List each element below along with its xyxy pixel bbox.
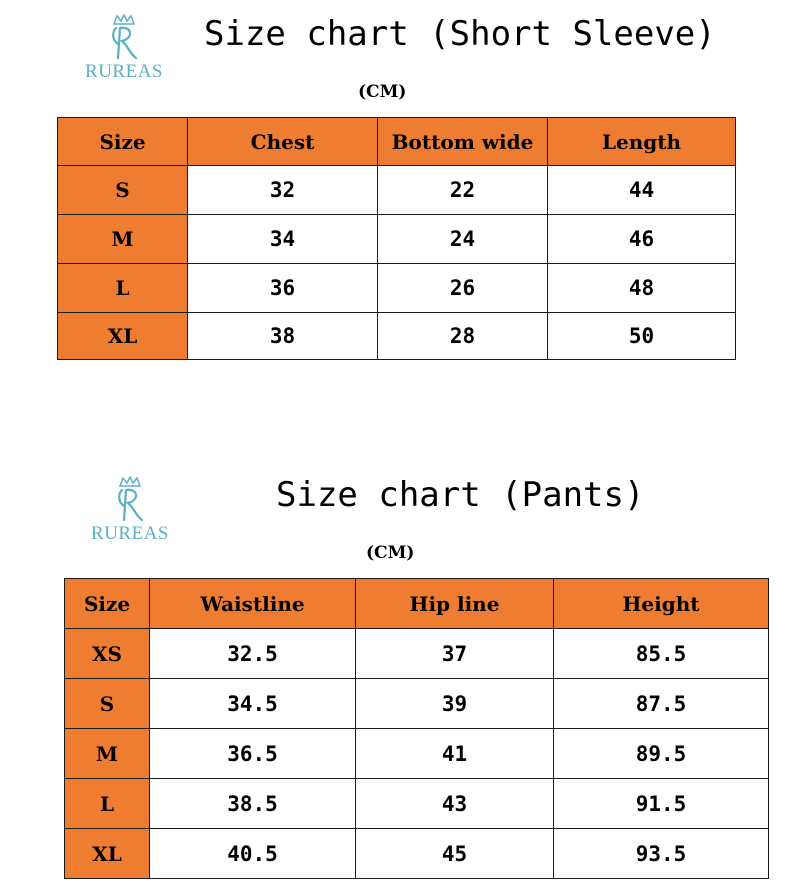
table-row xyxy=(58,313,736,360)
table-row xyxy=(58,166,736,215)
column-header: Bottom wide xyxy=(378,118,548,166)
table-cell: 45 xyxy=(356,829,554,879)
table-cell: 36 xyxy=(188,264,378,313)
table-cell: 36.5 xyxy=(150,729,356,779)
table-cell: 34.5 xyxy=(150,679,356,729)
column-header: Chest xyxy=(188,118,378,166)
table-row xyxy=(65,779,769,829)
shirt-size-table xyxy=(57,117,736,360)
table-cell: 38.5 xyxy=(150,779,356,829)
table-cell: 85.5 xyxy=(554,629,769,679)
crown-monogram-icon xyxy=(108,476,152,524)
table-row xyxy=(65,829,769,879)
table-cell: 24 xyxy=(378,215,548,264)
column-header: Size xyxy=(65,579,150,629)
pants-table-header xyxy=(65,579,769,629)
brand-logo-text: RUREAS xyxy=(85,61,163,82)
table-cell: 87.5 xyxy=(554,679,769,729)
table-cell: 91.5 xyxy=(554,779,769,829)
brand-logo xyxy=(74,14,174,82)
table-cell: 26 xyxy=(378,264,548,313)
size-label: M xyxy=(58,215,188,264)
table-cell: 37 xyxy=(356,629,554,679)
table-cell: 39 xyxy=(356,679,554,729)
table-row xyxy=(65,729,769,779)
column-header: Length xyxy=(548,118,736,166)
table-cell: 34 xyxy=(188,215,378,264)
size-label: L xyxy=(58,264,188,313)
table-row xyxy=(58,264,736,313)
table-cell: 41 xyxy=(356,729,554,779)
size-label: M xyxy=(65,729,150,779)
size-label: S xyxy=(65,679,150,729)
table-cell: 93.5 xyxy=(554,829,769,879)
size-label: XS xyxy=(65,629,150,679)
table-cell: 89.5 xyxy=(554,729,769,779)
brand-logo-text: RUREAS xyxy=(91,523,169,544)
pants-size-table xyxy=(64,578,769,879)
shirt-table-header xyxy=(58,118,736,166)
table-row xyxy=(58,215,736,264)
table-cell: 46 xyxy=(548,215,736,264)
column-header: Hip line xyxy=(356,579,554,629)
table-cell: 40.5 xyxy=(150,829,356,879)
table-row xyxy=(65,679,769,729)
size-label: L xyxy=(65,779,150,829)
brand-logo xyxy=(80,476,180,544)
table-cell: 44 xyxy=(548,166,736,215)
pants-chart-unit: (CM) xyxy=(366,543,415,563)
size-label: XL xyxy=(58,313,188,360)
column-header: Height xyxy=(554,579,769,629)
pants-chart-title: Size chart (Pants) xyxy=(276,475,645,515)
table-cell: 22 xyxy=(378,166,548,215)
size-label: S xyxy=(58,166,188,215)
table-cell: 43 xyxy=(356,779,554,829)
table-cell: 28 xyxy=(378,313,548,360)
table-cell: 32 xyxy=(188,166,378,215)
table-cell: 50 xyxy=(548,313,736,360)
table-cell: 38 xyxy=(188,313,378,360)
crown-monogram-icon xyxy=(102,14,146,62)
table-cell: 32.5 xyxy=(150,629,356,679)
column-header: Size xyxy=(58,118,188,166)
shirt-chart-unit: (CM) xyxy=(358,82,407,102)
table-cell: 48 xyxy=(548,264,736,313)
table-row xyxy=(65,629,769,679)
shirt-chart-title: Size chart (Short Sleeve) xyxy=(204,14,716,54)
column-header: Waistline xyxy=(150,579,356,629)
size-label: XL xyxy=(65,829,150,879)
